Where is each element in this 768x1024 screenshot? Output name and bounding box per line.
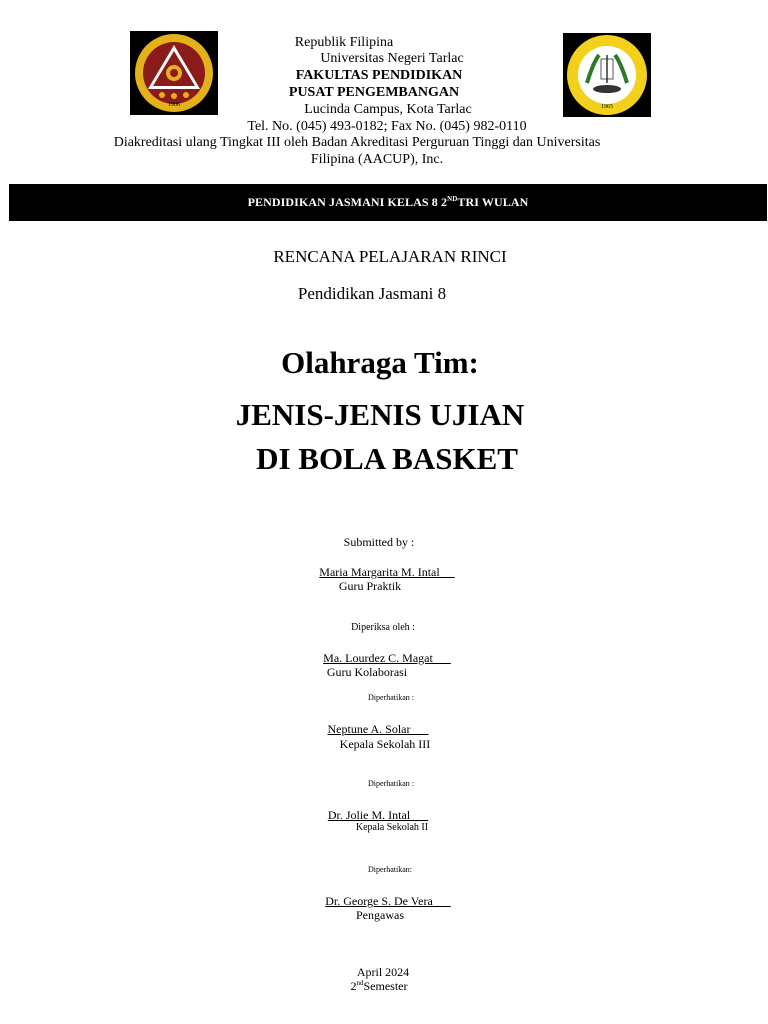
header-accreditation-2: Filipina (AACUP), Inc. [310, 152, 444, 167]
header-contact: Tel. No. (045) 493-0182; Fax No. (045) 982-0110 [247, 119, 527, 134]
signatory-3-role: Kepala Sekolah III [339, 737, 431, 751]
header-campus: Lucinda Campus, Kota Tarlac [304, 102, 472, 117]
plan-title: RENCANA PELAJARAN RINCI [273, 247, 507, 266]
header-faculty: FAKULTAS PENDIDIKAN [295, 68, 463, 83]
header-country: Republik Filipina [294, 35, 394, 50]
noted-label-3: Diperhatikan: [368, 865, 412, 874]
signatory-3-name: Neptune A. Solar [327, 722, 429, 736]
course-banner-text: PENDIDIKAN JASMANI KELAS 8 2NDTRI WULAN [247, 195, 529, 209]
signatory-5-name: Dr. George S. De Vera [325, 894, 451, 908]
noted-label-2: Diperhatikan : [368, 779, 414, 788]
signatory-4-role: Kepala Sekolah II [355, 822, 429, 833]
submitted-label: Submitted by : [343, 535, 415, 549]
course-banner [9, 184, 767, 221]
signatory-2-name: Ma. Lourdez C. Magat [323, 651, 451, 665]
header-center: PUSAT PENGEMBANGAN [288, 85, 460, 100]
coe-seal-year: 1965 [601, 104, 613, 110]
noted-label-1: Diperhatikan : [368, 693, 414, 702]
signatory-1-name: Maria Margarita M. Intal [319, 565, 455, 579]
document-date: April 2024 [356, 965, 410, 979]
coe-seal-logo [563, 33, 651, 117]
signatory-4-name: Dr. Jolie M. Intal [327, 808, 429, 822]
header-accreditation: Diakreditasi ulang Tingkat III oleh Badan Akreditasi Perguruan Tinggi dan Universitas [113, 135, 601, 150]
main-title-line2: JENIS-JENIS UJIAN [235, 397, 525, 432]
tsu-seal-year: 1906 [168, 102, 180, 108]
tsu-seal-logo [130, 31, 218, 115]
signatory-5-role: Pengawas [356, 908, 404, 922]
checked-label: Diperiksa oleh : [351, 622, 415, 633]
signatory-2-role: Guru Kolaborasi [326, 665, 408, 679]
main-title-line3: DI BOLA BASKET [256, 441, 518, 476]
main-title-line1: Olahraga Tim: [281, 345, 479, 380]
header-university: Universitas Negeri Tarlac [320, 51, 464, 66]
document-semester: 2ndSemester [350, 979, 408, 993]
signatory-1-role: Guru Praktik [338, 579, 402, 593]
plan-subject: Pendidikan Jasmani 8 [297, 284, 447, 303]
